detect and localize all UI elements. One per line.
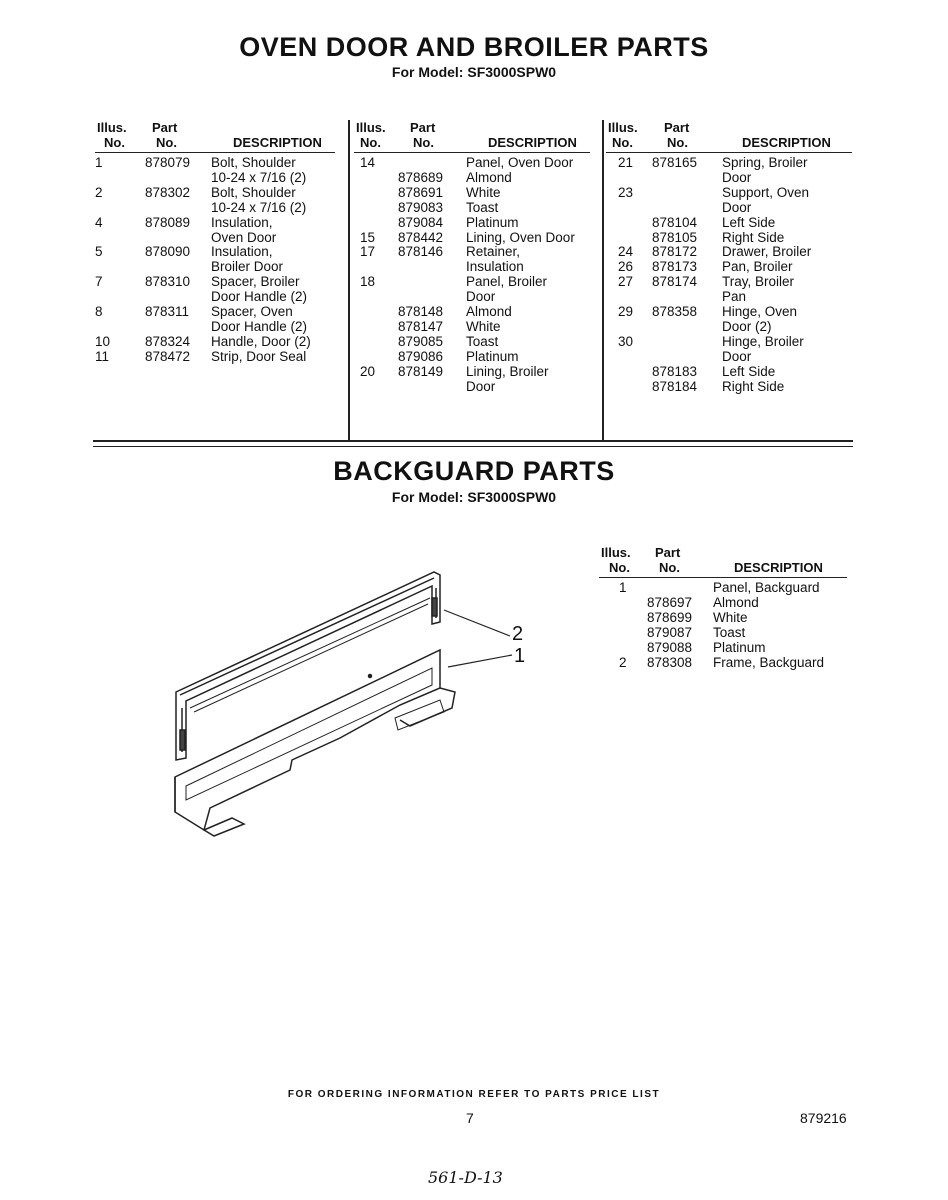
part-description: Almond — [713, 594, 759, 610]
part-number: 878089 — [145, 214, 191, 230]
part-number: 879086 — [398, 348, 444, 364]
part-number: 879085 — [398, 333, 444, 349]
part-description: Spacer, Broiler — [211, 274, 300, 290]
illus-number: 11 — [95, 348, 110, 364]
illus-number: 14 — [360, 155, 376, 170]
callout-2: 2 — [512, 623, 524, 645]
illus-number: 21 — [618, 155, 634, 170]
part-description: Bolt, Shoulder — [211, 155, 296, 170]
callout-1: 1 — [514, 645, 526, 667]
illus-number: 15 — [360, 229, 376, 245]
part-description: Platinum — [466, 348, 519, 364]
part-number: 878324 — [145, 333, 191, 349]
part-description: Platinum — [713, 639, 766, 655]
column-header: Illus. No. Part No. DESCRIPTION — [95, 120, 335, 153]
part-number: 878148 — [398, 304, 444, 319]
part-number: 879088 — [647, 639, 693, 655]
part-description: Pan — [722, 289, 747, 305]
illus-number: 20 — [360, 363, 376, 379]
part-number: 878697 — [647, 594, 693, 610]
part-number: 878146 — [398, 244, 444, 260]
part-number: 878183 — [652, 363, 698, 379]
part-number: 878165 — [652, 155, 698, 170]
part-description: Insulation, — [211, 214, 273, 230]
part-description: Left Side — [722, 363, 776, 379]
part-description: Lining, Broiler — [466, 363, 549, 379]
illus-number: 26 — [618, 259, 634, 275]
part-description: Almond — [466, 169, 512, 185]
handwritten-note: 561-D-13 — [428, 1168, 503, 1187]
part-description: Frame, Backguard — [713, 654, 825, 670]
illus-number: 7 — [95, 274, 103, 290]
part-number: 878173 — [652, 259, 698, 275]
part-description: Almond — [466, 304, 512, 319]
part-description: Insulation — [466, 259, 524, 275]
column-header: Illus. No. Part No. DESCRIPTION — [354, 120, 590, 153]
part-description: Door (2) — [722, 318, 772, 334]
part-description: Right Side — [722, 378, 785, 394]
part-number: 878184 — [652, 378, 698, 394]
part-description: Platinum — [466, 214, 519, 230]
part-number: 878079 — [145, 155, 191, 170]
part-number: 878172 — [652, 244, 698, 260]
part-description: Door — [722, 348, 752, 364]
part-number: 878147 — [398, 318, 444, 334]
part-number: 878689 — [398, 169, 444, 185]
illus-number: 10 — [95, 333, 111, 349]
part-description: Bolt, Shoulder — [211, 184, 296, 200]
part-description: Broiler Door — [211, 259, 284, 275]
part-description: Panel, Backguard — [713, 580, 820, 595]
illus-number: 2 — [95, 184, 103, 200]
part-description: Spring, Broiler — [722, 155, 808, 170]
part-description: Toast — [466, 333, 499, 349]
illus-number: 18 — [360, 274, 376, 290]
part-number: 878174 — [652, 274, 698, 290]
part-description: Support, Oven — [722, 184, 810, 200]
part-description: Toast — [713, 624, 746, 640]
backguard-parts-column — [599, 545, 847, 670]
column-header: Illus. No. Part No. DESCRIPTION — [599, 545, 847, 578]
part-number: 879083 — [398, 199, 444, 215]
part-description: Door Handle (2) — [211, 318, 308, 334]
illus-number: 27 — [618, 274, 634, 290]
illus-number: 1 — [95, 155, 103, 170]
part-description: Panel, Broiler — [466, 274, 548, 290]
part-description: Lining, Oven Door — [466, 229, 575, 245]
illus-number: 24 — [618, 244, 634, 260]
illus-number: 8 — [95, 304, 103, 319]
illus-number: 1 — [619, 580, 627, 595]
part-description: Left Side — [722, 214, 776, 230]
part-description: Insulation, — [211, 244, 273, 260]
part-description: Oven Door — [211, 229, 277, 245]
part-description: Spacer, Oven — [211, 304, 293, 319]
part-number: 879084 — [398, 214, 444, 230]
part-description: Tray, Broiler — [722, 274, 795, 290]
part-description: Door — [722, 169, 752, 185]
part-number: 878699 — [647, 609, 693, 625]
part-number: 878358 — [652, 304, 698, 319]
part-description: White — [466, 318, 501, 334]
part-number: 878090 — [145, 244, 191, 260]
part-description: Hinge, Oven — [722, 304, 798, 319]
illus-number: 4 — [95, 214, 103, 230]
column-header: Illus. No. Part No. DESCRIPTION — [606, 120, 852, 153]
part-description: Door — [466, 289, 496, 305]
part-description: Right Side — [722, 229, 785, 245]
part-number: 878442 — [398, 229, 444, 245]
part-description: White — [713, 609, 748, 625]
part-description: 10-24 x 7/16 (2) — [211, 169, 307, 185]
document-number: 879216 — [800, 1110, 847, 1126]
part-number: 878472 — [145, 348, 191, 364]
part-description: Panel, Oven Door — [466, 155, 574, 170]
page-number: 7 — [466, 1110, 474, 1126]
page-title: OVEN DOOR AND BROILER PARTS — [239, 32, 709, 62]
part-description: Door — [466, 378, 496, 394]
part-description: Drawer, Broiler — [722, 244, 812, 260]
part-number: 878302 — [145, 184, 191, 200]
part-description: Toast — [466, 199, 499, 215]
illus-number: 17 — [360, 244, 376, 260]
part-number: 878149 — [398, 363, 444, 379]
part-number: 878691 — [398, 184, 444, 200]
part-number: 878310 — [145, 274, 191, 290]
illus-number: 29 — [618, 304, 634, 319]
part-description: Door — [722, 199, 752, 215]
part-description: Hinge, Broiler — [722, 333, 804, 349]
model-subtitle: For Model: SF3000SPW0 — [391, 64, 557, 80]
part-description: Door Handle (2) — [211, 289, 308, 305]
section-title: BACKGUARD PARTS — [333, 456, 615, 486]
model-subtitle: For Model: SF3000SPW0 — [391, 489, 557, 505]
part-description: White — [466, 184, 501, 200]
part-number: 878105 — [652, 229, 698, 245]
part-number: 878104 — [652, 214, 698, 230]
illus-number: 23 — [618, 184, 634, 200]
part-description: Strip, Door Seal — [211, 348, 307, 364]
part-description: Retainer, — [466, 244, 521, 260]
part-description: 10-24 x 7/16 (2) — [211, 199, 307, 215]
part-number: 878311 — [145, 304, 190, 319]
part-description: Pan, Broiler — [722, 259, 793, 275]
part-description: Handle, Door (2) — [211, 333, 311, 349]
illus-number: 5 — [95, 244, 103, 260]
ordering-footer: FOR ORDERING INFORMATION REFER TO PARTS PRICE LIST — [287, 1089, 661, 1100]
part-number: 879087 — [647, 624, 693, 640]
illus-number: 30 — [618, 333, 634, 349]
illus-number: 2 — [619, 654, 627, 670]
part-number: 878308 — [647, 654, 693, 670]
